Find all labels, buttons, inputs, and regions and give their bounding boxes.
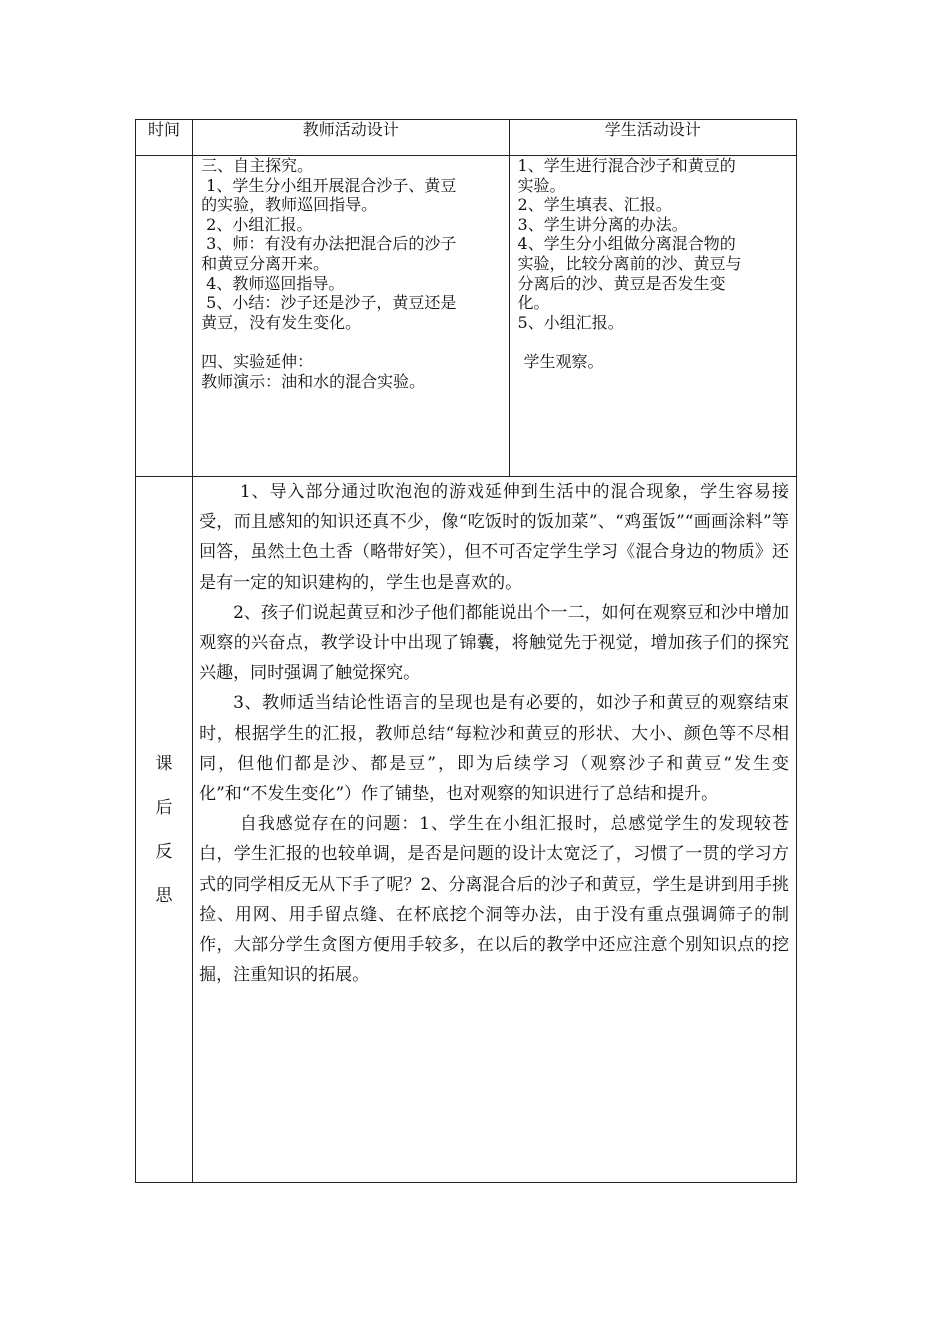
student-line: 学生观察。 — [523, 352, 604, 372]
reflection-paragraph: 2、孩子们说起黄豆和沙子他们都能说出个一二，如何在观察豆和沙中增加观察的兴奋点，教学设计中出现了锦囊，将触觉先于视觉，增加孩子们的探究兴趣，同时强调了触觉探究。 — [199, 602, 789, 684]
teacher-line: 3、师：有没有办法把混合后的沙子 — [201, 234, 457, 254]
time-cell — [136, 156, 193, 477]
reflection-paragraph: 自我感觉存在的问题：1、学生在小组汇报时，总感觉学生的发现较苍白，学生汇报的也较单调，是否是问题的设计太宽泛了，习惯了一贯的学习方式的同学相反无从下手了呢？2、分离混合后的沙子和黄豆，学生是讲到用手挑捡、用网、用手留点缝、在杯底挖个洞等办法，由于没有重点强调筛子的制作，大部分学生贪图方便用手较多，在以后的教学中还应注意个别知识点的挖掘，注重知识的拓展。 — [199, 814, 789, 986]
teacher-line: 5、小结：沙子还是沙子，黄豆还是 — [201, 293, 457, 313]
reflection-content — [193, 477, 797, 1183]
reflection-label-char: 反 — [155, 841, 173, 862]
header-row — [136, 120, 797, 156]
teacher-line: 的实验，教师巡回指导。 — [201, 195, 378, 215]
header-student-activity: 学生活动设计 — [509, 120, 796, 156]
student-line: 化。 — [517, 293, 550, 313]
teacher-line: 2、小组汇报。 — [201, 214, 313, 234]
reflection-row — [136, 477, 797, 1183]
teacher-line: 黄豆，没有发生变化。 — [201, 312, 362, 332]
student-line: 4、学生分小组做分离混合物的 — [517, 234, 736, 254]
student-line: 分离后的沙、黄豆是否发生变 — [517, 273, 726, 293]
lesson-plan-table — [135, 119, 797, 1183]
teacher-line: 4、教师巡回指导。 — [201, 273, 345, 293]
student-line: 1、学生进行混合沙子和黄豆的 — [517, 156, 736, 175]
student-line: 实验，比较分离前的沙、黄豆与 — [517, 253, 742, 273]
activity-row — [136, 156, 797, 477]
reflection-paragraph: 3、教师适当结论性语言的呈现也是有必要的，如沙子和黄豆的观察结束时，根据学生的汇报，教师总结“每粒沙和黄豆的形状、大小、颜色等不尽相同，但他们都是沙、都是豆”，即为后续学习（观察沙子和黄豆“发生变化”和“不发生变化”）作了铺垫，也对观察的知识进行了总结和提升。 — [199, 693, 789, 805]
reflection-label-char: 课 — [155, 753, 173, 774]
teacher-line: 四、实验延伸： — [201, 352, 314, 372]
student-line: 5、小组汇报。 — [517, 312, 624, 332]
teacher-line: 和黄豆分离开来。 — [201, 253, 330, 273]
student-line: 3、学生讲分离的办法。 — [517, 214, 688, 234]
reflection-paragraph: 1、导入部分通过吹泡泡的游戏延伸到生活中的混合现象，学生容易接受，而且感知的知识还真不少，像“吃饭时的饭加菜”、“鸡蛋饭”“画画涂料”等回答，虽然土色土香（略带好笑），但不可否定学生学习《混合身边的物质》还是有一定的知识建构的，学生也是喜欢的。 — [199, 482, 789, 593]
reflection-label — [136, 477, 193, 1183]
student-activity-cell — [509, 156, 796, 477]
teacher-line: 教师演示：油和水的混合实验。 — [201, 371, 426, 391]
header-time: 时间 — [136, 120, 193, 156]
teacher-line: 1、学生分小组开展混合沙子、黄豆 — [201, 175, 457, 195]
teacher-activity-cell — [193, 156, 509, 477]
reflection-label-char: 思 — [155, 885, 173, 906]
student-line: 实验。 — [517, 175, 566, 195]
header-teacher-activity: 教师活动设计 — [193, 120, 509, 156]
teacher-line: 三、自主探究。 — [201, 156, 314, 175]
reflection-label-char: 后 — [155, 797, 173, 818]
student-line: 2、学生填表、汇报。 — [517, 195, 672, 215]
